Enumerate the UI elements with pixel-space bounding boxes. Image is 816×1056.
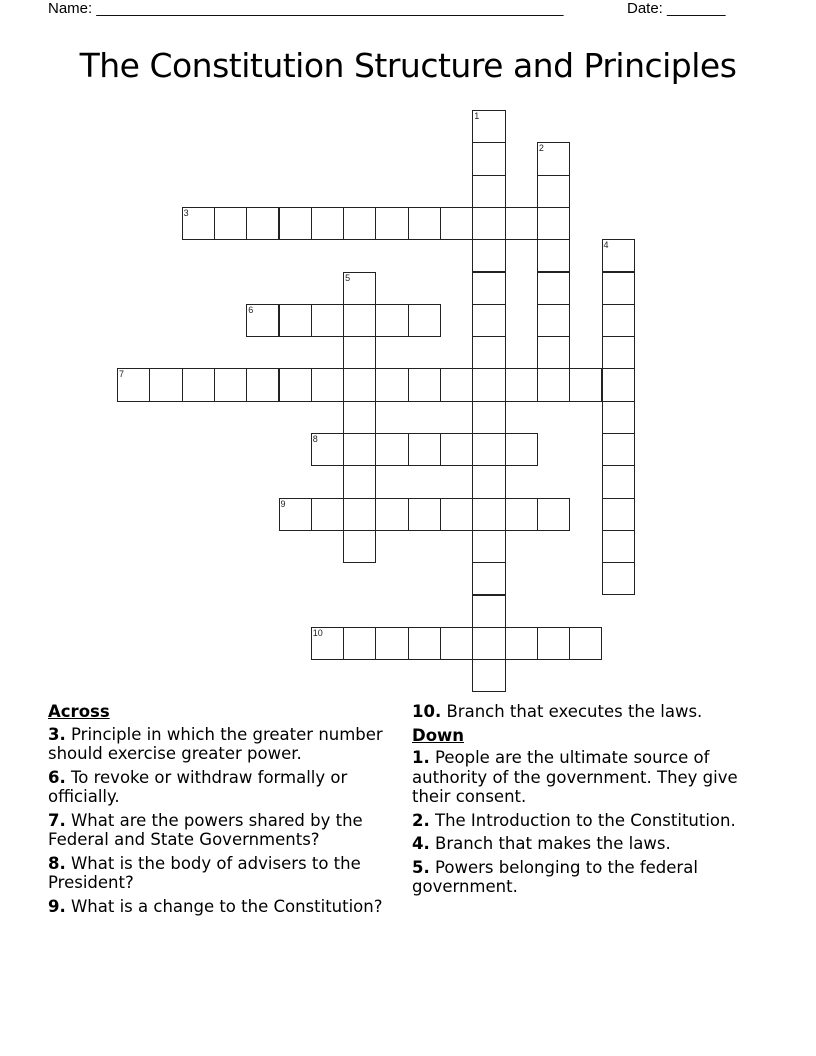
crossword-cell[interactable] [602,433,635,466]
crossword-cell[interactable] [343,272,376,305]
crossword-cell[interactable] [472,239,505,272]
clue-text: Powers belonging to the federal government. [412,857,698,896]
clue-number: 4. [412,834,430,853]
crossword-cell[interactable] [472,272,505,305]
crossword-cell[interactable] [311,627,344,660]
crossword-cell[interactable] [472,336,505,369]
clue-number: 3. [48,724,66,744]
clue-number: 1. [412,748,430,767]
crossword-cell[interactable] [311,368,344,401]
clue-down-4 [412,834,757,854]
cell-number: 7 [119,369,125,380]
crossword-cell[interactable] [343,465,376,498]
crossword-cell[interactable] [375,627,408,660]
cell-number: 6 [248,304,254,315]
cell-number: 2 [538,143,544,154]
crossword-cell[interactable] [537,627,570,660]
clue-text: People are the ultimate source of authority of the government. They give their consent. [412,748,738,806]
clue-text: What is the body of advisers to the President? [48,853,361,892]
cell-number: 10 [312,627,323,638]
crossword-cell[interactable] [117,368,150,401]
clue-down-2 [412,811,757,831]
cell-number: 4 [603,240,609,251]
crossword-cell[interactable] [311,433,344,466]
crossword-cell[interactable] [408,627,441,660]
crossword-cell[interactable] [279,498,312,531]
crossword-cell[interactable] [602,498,635,531]
crossword-cell[interactable] [472,627,505,660]
crossword-cell[interactable] [505,368,538,401]
clue-across-8 [48,854,408,893]
crossword-cell[interactable] [602,239,635,272]
clue-across-3 [48,725,408,764]
crossword-cell[interactable] [408,304,441,337]
clue-number: 6. [48,767,66,787]
crossword-cell[interactable] [343,304,376,337]
crossword-cell[interactable] [343,498,376,531]
cell-number: 5 [345,272,351,283]
clue-number: 10. [412,702,442,721]
crossword-cell[interactable] [440,627,473,660]
crossword-cell[interactable] [375,368,408,401]
crossword-cell[interactable] [472,175,505,208]
crossword-cell[interactable] [537,272,570,305]
crossword-cell[interactable] [602,304,635,337]
crossword-cell[interactable] [537,175,570,208]
crossword-cell[interactable] [279,207,312,240]
crossword-cell[interactable] [505,207,538,240]
crossword-cell[interactable] [472,530,505,563]
cell-number: 3 [183,207,189,218]
crossword-cell[interactable] [279,304,312,337]
crossword-cell[interactable] [182,368,215,401]
cell-number: 1 [474,111,480,121]
crossword-cell[interactable] [343,401,376,434]
clue-down-5 [412,858,757,897]
crossword-cell[interactable] [279,368,312,401]
clue-text: What is a change to the Constitution? [65,896,383,916]
crossword-cell[interactable] [602,530,635,563]
clue-number: 9. [48,896,66,916]
crossword-cell[interactable] [408,433,441,466]
crossword-cell[interactable] [246,207,279,240]
crossword-cell[interactable] [246,368,279,401]
crossword-cell[interactable] [602,368,635,401]
crossword-cell[interactable] [602,401,635,434]
clue-number: 8. [48,853,66,873]
clue-number: 2. [412,810,430,830]
crossword-cell[interactable] [440,433,473,466]
clue-number: 7. [48,810,66,830]
crossword-cell[interactable] [440,498,473,531]
crossword-cell[interactable] [375,304,408,337]
crossword-cell[interactable] [375,498,408,531]
crossword-cell[interactable] [408,498,441,531]
clue-text: Branch that executes the laws. [441,702,703,721]
crossword-cell[interactable] [505,433,538,466]
clue-across-7 [48,811,408,850]
clue-across-6 [48,768,408,807]
crossword-cell[interactable] [472,433,505,466]
crossword-cell[interactable] [343,336,376,369]
crossword-cell[interactable] [505,627,538,660]
crossword-cell[interactable] [149,368,182,401]
across-heading: Across [48,702,110,721]
crossword-cell[interactable] [602,336,635,369]
crossword-cell[interactable] [182,207,215,240]
crossword-cell[interactable] [537,207,570,240]
clue-number: 5. [412,857,430,877]
crossword-cell[interactable] [246,304,279,337]
clue-text: To revoke or withdraw formally or officially. [48,767,348,806]
crossword-cell[interactable] [343,627,376,660]
crossword-cell[interactable] [537,304,570,337]
crossword-cell[interactable] [343,530,376,563]
clue-across-10 [412,702,757,722]
crossword-cell[interactable] [472,659,505,692]
crossword-cell[interactable] [537,368,570,401]
cell-number: 8 [312,434,318,444]
cell-number: 9 [280,498,286,509]
crossword-cell[interactable] [440,368,473,401]
crossword-cell[interactable] [472,207,505,240]
clue-across-9 [48,897,408,917]
date-field[interactable]: Date: _______ [627,0,726,17]
crossword-cell[interactable] [537,336,570,369]
crossword-cell[interactable] [602,272,635,305]
clue-down-1 [412,748,757,807]
crossword-cell[interactable] [472,595,505,628]
crossword-cell[interactable] [602,562,635,595]
crossword-cell[interactable] [375,433,408,466]
clues-left-column [48,702,408,920]
clue-text: What are the powers shared by the Federal and State Governments? [48,810,363,849]
crossword-cell[interactable] [537,239,570,272]
crossword-cell[interactable] [602,465,635,498]
crossword-cell[interactable] [505,498,538,531]
crossword-cell[interactable] [440,207,473,240]
crossword-cell[interactable] [472,498,505,531]
crossword-cell[interactable] [375,207,408,240]
crossword-cell[interactable] [472,401,505,434]
crossword-cell[interactable] [214,368,247,401]
clue-text: Principle in which the greater number should exercise greater power. [48,724,383,763]
clues-right-column [412,702,757,901]
crossword-cell[interactable] [408,207,441,240]
clue-text: Branch that makes the laws. [429,834,671,853]
crossword-cell[interactable] [311,207,344,240]
crossword-cell[interactable] [343,207,376,240]
crossword-cell[interactable] [472,562,505,595]
crossword-cell[interactable] [311,498,344,531]
crossword-cell[interactable] [311,304,344,337]
crossword-cell[interactable] [408,368,441,401]
name-field[interactable]: Name: ________________________________________________________ [48,0,564,17]
clue-text: The Introduction to the Constitution. [429,810,736,830]
crossword-cell[interactable] [569,368,602,401]
crossword-cell[interactable] [214,207,247,240]
crossword-cell[interactable] [472,142,505,175]
crossword-cell[interactable] [537,142,570,175]
crossword-cell[interactable] [472,465,505,498]
page-title: The Constitution Structure and Principles [79,46,737,85]
crossword-cell[interactable] [472,368,505,401]
crossword-cell[interactable] [472,110,505,143]
crossword-cell[interactable] [343,368,376,401]
crossword-cell[interactable] [343,433,376,466]
down-heading: Down [412,725,465,745]
crossword-cell[interactable] [472,304,505,337]
crossword-cell[interactable] [569,627,602,660]
crossword-cell[interactable] [537,498,570,531]
